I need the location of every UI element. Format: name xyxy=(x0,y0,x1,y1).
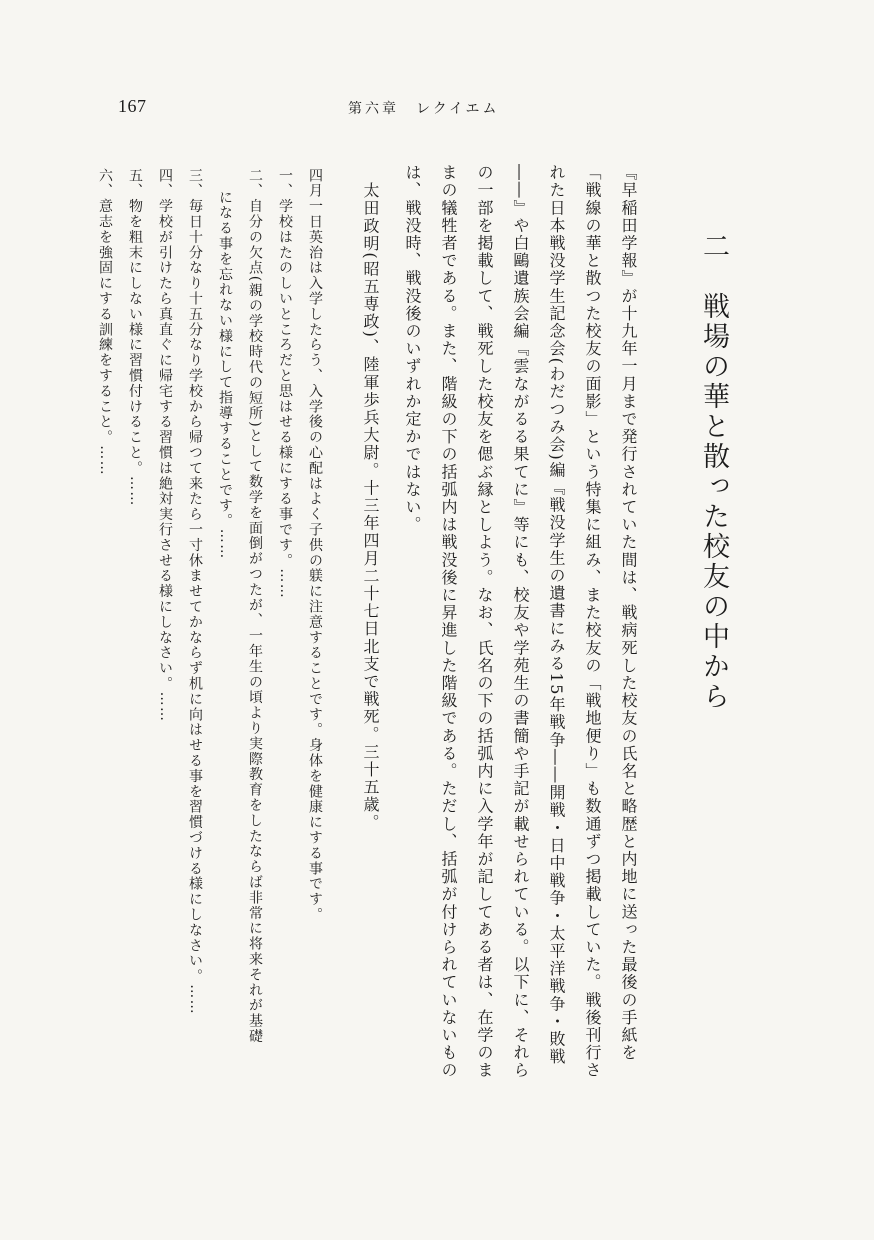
intro-line: 「戦線の華と散つた校友の面影」という特集に組み、また校友の「戦地便り」も数通ずつ掲載していた。戦後刊行さ xyxy=(583,164,602,1080)
intro-line: の一部を掲載して、戦死した校友を偲ぶ縁としよう。なお、氏名の下の括弧内に入学年が記してある者は、在学のま xyxy=(475,164,494,1080)
section-heading: 二 戦場の華と散った校友の中から xyxy=(698,232,729,712)
intro-line: まの犠牲者である。また、階級の下の括弧内は戦没後に昇進した階級である。ただし、括弧が付けられていないもの xyxy=(439,164,458,1080)
letter-item-continuation: になる事を忘れない様にして指導することです。…… xyxy=(217,190,233,560)
intro-line: ――』や白鷗遺族会編『雲ながるる果てに』等にも、校友や学苑生の書簡や手記が載せられている。以下に、それら xyxy=(511,164,530,1080)
letter-line: 四月一日英治は入学したらう、入学後の心配はよく子供の躾に注意することです。身体を健康にする事です。 xyxy=(307,168,323,923)
page-number: 167 xyxy=(118,96,147,116)
letter-item: 四、学校が引けたら真直ぐに帰宅する習慣は絶対実行させる様にしなさい。…… xyxy=(157,168,173,723)
letter-item: 二、自分の欠点(親の学校時代の短所)として数学を面倒がつたが、一年生の頃より実際教育をしたならば非常に将来それが基礎 xyxy=(247,168,263,1045)
letter-item: 三、毎日十分なり十五分なり学校から帰つて来たら一寸休ませてかならず机に向はせる事を習慣づける様にしなさい。…… xyxy=(187,168,203,1015)
letter-item: 一、学校はたのしいところだと思はせる様にする事です。…… xyxy=(277,168,293,600)
letter-item: 六、意志を強固にする訓練をすること。…… xyxy=(97,168,113,476)
intro-line: れた日本戦没学生記念会(わだつみ会)編『戦没学生の遺書にみる15年戦争――開戦・日中戦争・太平洋戦争・敗戦 xyxy=(547,164,566,1066)
running-head: 第六章 レクイエム xyxy=(348,101,500,117)
letter-item: 五、物を粗末にしない様に習慣付けること。…… xyxy=(127,168,143,507)
entry-title: 太田政明(昭五専政)、陸軍歩兵大尉。十三年四月二十七日北支で戦死。三十五歳。 xyxy=(361,182,380,832)
intro-line: 『早稲田学報』が十九年一月まで発行されていた間は、戦病死した校友の氏名と略歴と内地に送った最後の手紙を xyxy=(619,164,638,1062)
intro-line: は、戦没時、戦没後のいずれか定かではない。 xyxy=(403,164,422,534)
